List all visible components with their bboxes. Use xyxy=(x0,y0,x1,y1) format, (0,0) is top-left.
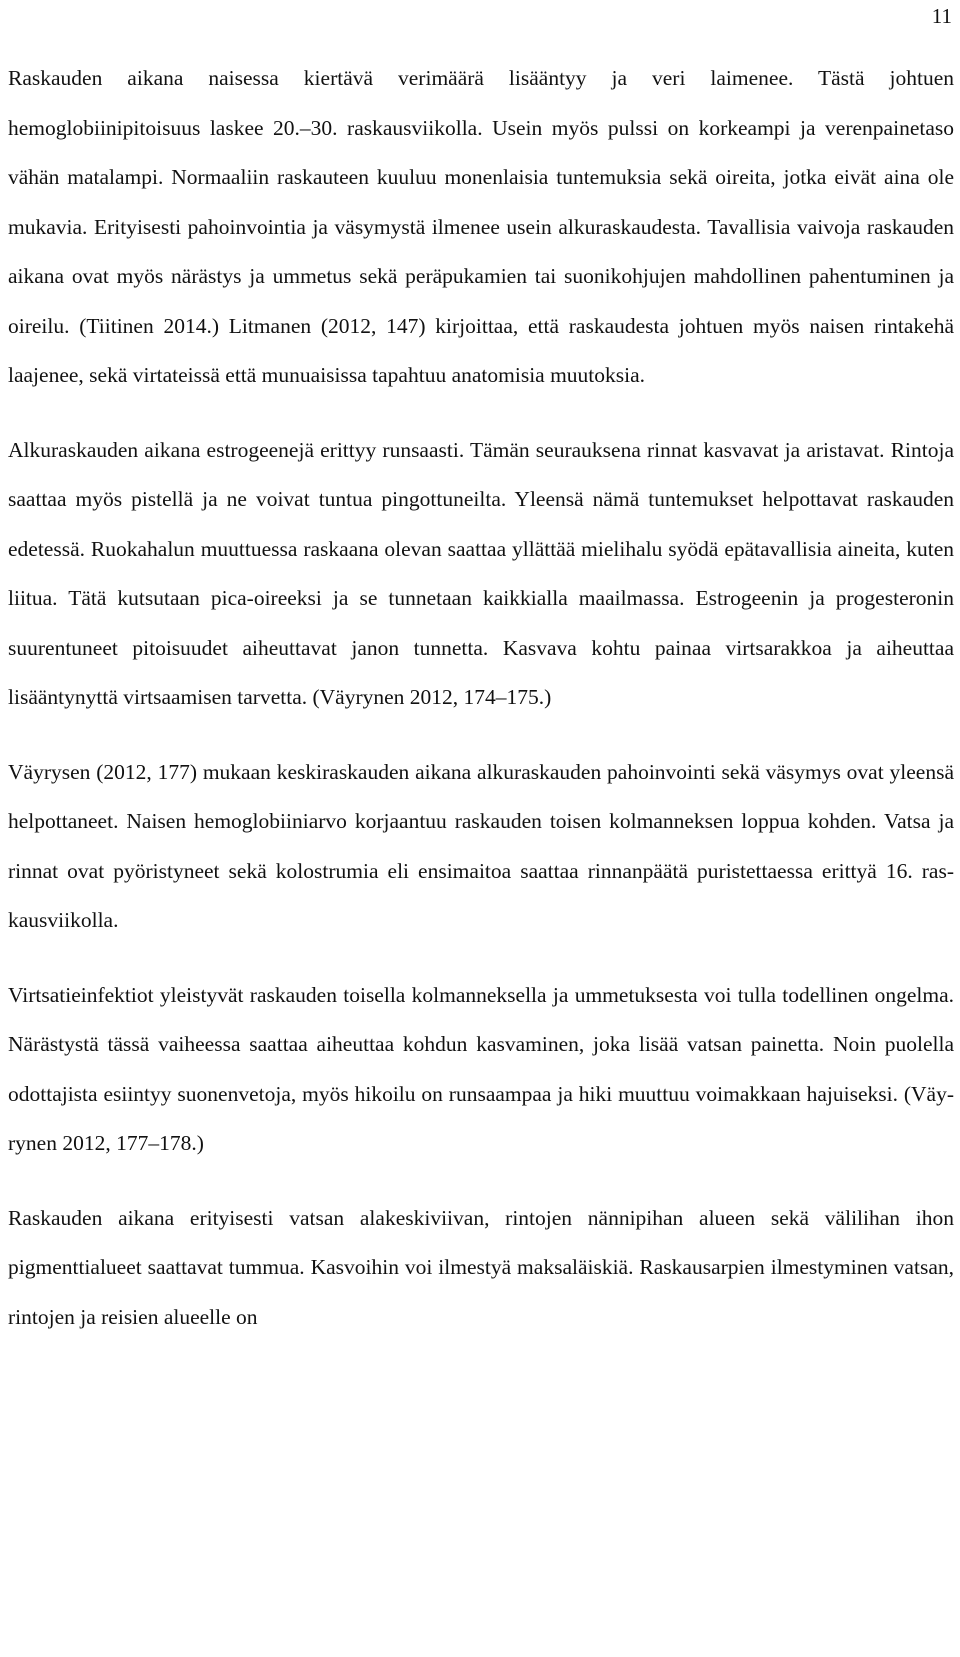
paragraph-circulation-symptoms: Raskauden aikana naisessa kiertävä verimäärä lisääntyy ja veri laimenee. Tästä johtuen hemoglobiinipitoisuus laskee 20.–30. raskausviikolla. Usein myös pulssi on korkeampi ja verenpainetaso vähän matalampi. Normaaliin raskauteen kuuluu monenlaisia tuntemuksia sekä oireita, jotka eivät aina ole mukavia. Erityisesti pahoinvointia ja väsymystä ilmenee usein alkuraskaudesta. Tavallisia vaivoja raskauden aikana ovat myös närästys ja ummetus sekä peräpukamien tai suonikohjujen mahdollinen pahentuminen ja oireilu. (Tiitinen 2014.) Litmanen (2012, 147) kirjoittaa, että raskaudesta johtuen myös naisen rintakehä laajenee, sekä virtateissä että munuaisissa tapahtuu anatomisia muutoksia. xyxy=(8,66,954,387)
body-text xyxy=(8,54,954,1342)
paragraph-early-pregnancy: Alkuraskauden aikana estrogeenejä erittyy runsaasti. Tämän seurauksena rinnat kasvavat ja aristavat. Rintoja saattaa myös pistellä ja ne voivat tuntua pingottuneilta. Yleensä nämä tuntemukset helpottavat raskauden edetessä. Ruokahalun muuttuessa raskaana olevan saattaa yllättää mielihalu syödä epätavallisia aineita, kuten liitua. Tätä kutsutaan pica-oireeksi ja se tunnetaan kaikkialla maailmassa. Estrogeenin ja progesteronin suurentuneet pitoisuudet aiheuttavat janon tunnetta. Kasvava kohtu painaa virtsarakkoa ja aiheuttaa lisääntynyttä virtsaamisen tarvetta. (Väyrynen 2012, 174–175.) xyxy=(8,437,954,709)
paragraph-skin-pigmentation: Raskauden aikana erityisesti vatsan alakeskiviivan, rintojen nännipihan alueen sekä välilihan ihon pigmenttialueet saattavat tummua. Kasvoihin voi ilmestyä maksaläiskiä. Raskausarpien ilmestyminen vatsan, rintojen ja reisien alueelle on xyxy=(8,1205,954,1329)
paragraph-second-trimester: Virtsatieinfektiot yleistyvät raskauden toisella kolmanneksella ja ummetuksesta voi tulla todellinen ongelma. Närästystä tässä vaiheessa saattaa aiheuttaa kohdun kasvaminen, joka lisää vatsan painetta. Noin puolella odottajista esiintyy suonenvetoja, myös hikoilu on runsaampaa ja hiki muuttuu voimakkaan hajuiseksi. (Väyrynen 2012, 177–178.) xyxy=(8,982,954,1155)
page-number: 11 xyxy=(931,4,952,28)
paragraph-mid-pregnancy: Väyrysen (2012, 177) mukaan keskiraskauden aikana alkuraskauden pahoinvointi sekä väsymys ovat yleensä helpottaneet. Naisen hemoglobiiniarvo korjaantuu raskauden toisen kolmanneksen loppua kohden. Vatsa ja rinnat ovat pyöristyneet sekä kolostrumia eli ensimaitoa saattaa rinnanpäätä puristettaessa erittyä 16. raskausviikolla. xyxy=(8,759,954,932)
